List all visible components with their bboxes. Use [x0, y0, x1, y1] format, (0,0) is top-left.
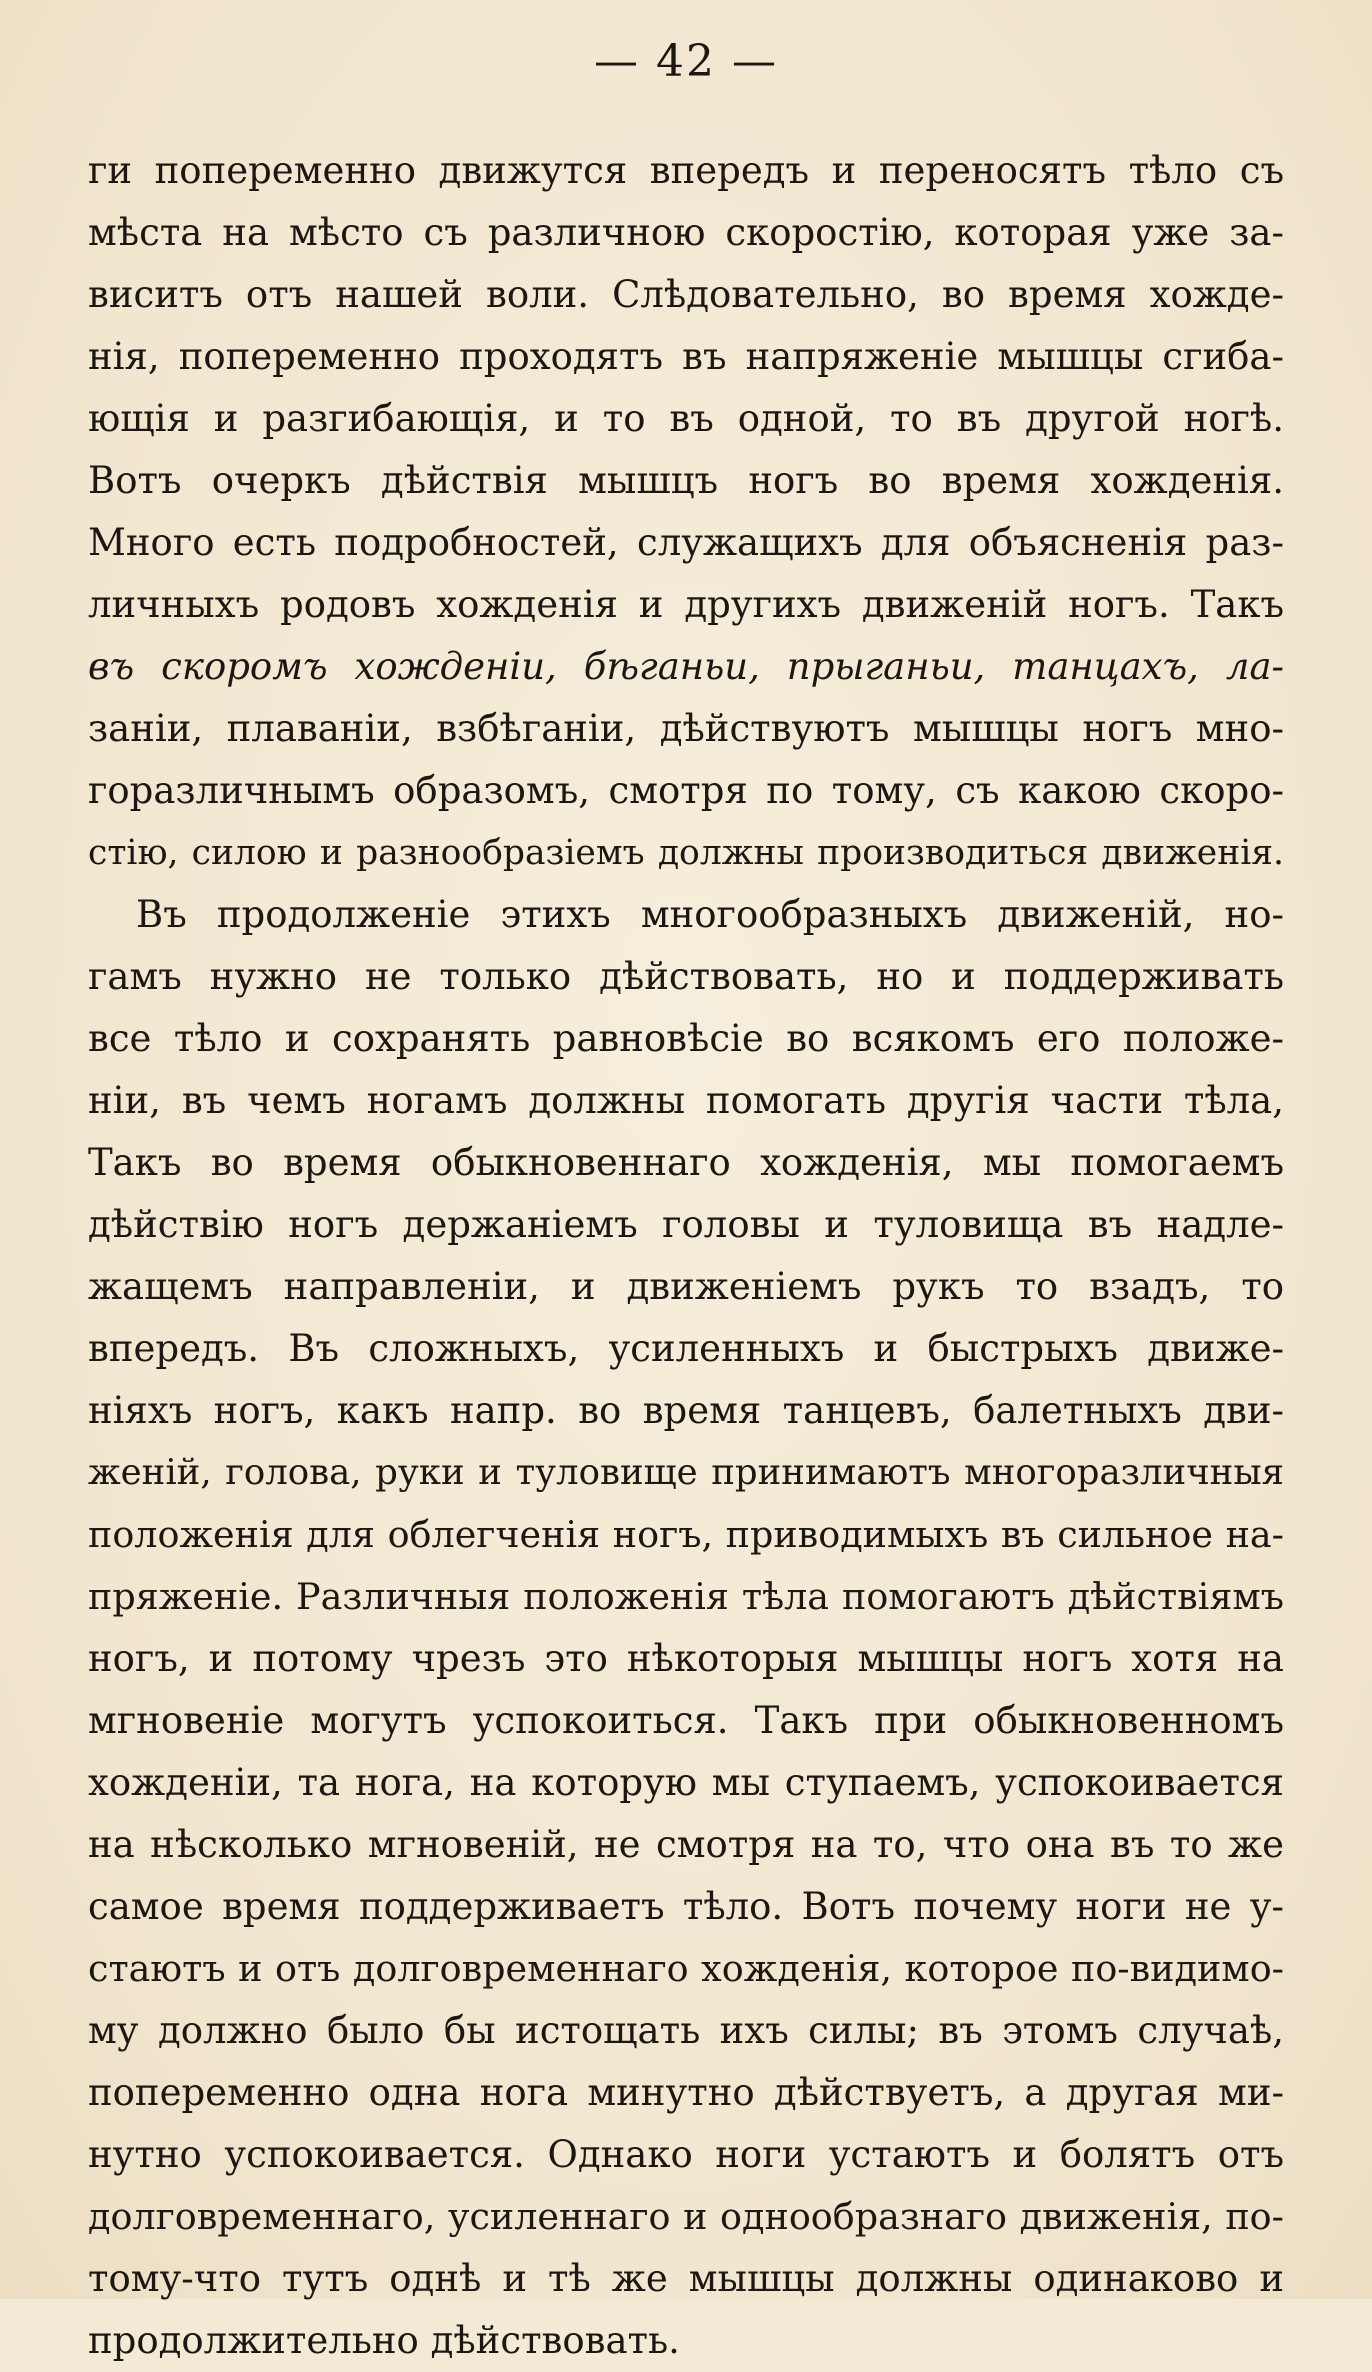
text-line: стію, силою и разнообразіемъ должны производиться движенія.: [88, 833, 1284, 873]
text-line: долговременнаго, усиленнаго и однообразнаго движенія, по-: [88, 2195, 1284, 2238]
text-line: пряженіе. Различныя положенія тѣла помогаютъ дѣйствіямъ: [88, 1575, 1284, 1618]
text-line: впередъ. Въ сложныхъ, усиленныхъ и быстрыхъ движе-: [88, 1327, 1284, 1370]
paragraph-end-line: продолжительно дѣйствовать.: [88, 2319, 680, 2362]
text-line: стаютъ и отъ долговременнаго хожденія, которое по-видимо-: [88, 1947, 1284, 1990]
text-line: Вотъ очеркъ дѣйствія мышцъ ногъ во время хожденія.: [88, 459, 1284, 502]
body-text: [88, 140, 1284, 2372]
text-line: попеременно одна нога минутно дѣйствуетъ, а другая ми-: [88, 2071, 1284, 2114]
text-line: дѣйствію ногъ держаніемъ головы и туловища въ надле-: [88, 1203, 1284, 1246]
text-line: на нѣсколько мгновеній, не смотря на то, что она въ то же: [88, 1823, 1284, 1866]
text-line: положенія для облегченія ногъ, приводимыхъ въ сильное на-: [88, 1513, 1284, 1556]
text-line: ги попеременно движутся впередъ и переносятъ тѣло съ: [88, 149, 1284, 192]
text-line: мгновеніе могутъ успокоиться. Такъ при обыкновенномъ: [88, 1699, 1284, 1742]
text-line: ногъ, и потому чрезъ это нѣкоторыя мышцы ногъ хотя на: [88, 1637, 1284, 1680]
text-line: горазличнымъ образомъ, смотря по тому, съ какою скоро-: [88, 769, 1284, 812]
text-line: му должно было бы истощать ихъ силы; въ этомъ случаѣ,: [88, 2009, 1284, 2052]
page-number: — 42 —: [594, 36, 778, 87]
text-line: ніяхъ ногъ, какъ напр. во время танцевъ, балетныхъ дви-: [88, 1389, 1284, 1432]
text-line: личныхъ родовъ хожденія и другихъ движеній ногъ. Такъ: [88, 583, 1284, 626]
text-line: нутно успокоивается. Однако ноги устаютъ и болятъ отъ: [88, 2133, 1284, 2176]
paragraph-start-line: Въ продолженіе этихъ многообразныхъ движеній, но-: [136, 893, 1284, 936]
text-line: въ скоромъ хожденіи, бѣганьи, прыганьи, танцахъ, ла-: [88, 645, 1284, 688]
text-line: ющія и разгибающія, и то въ одной, то въ другой ногѣ.: [88, 397, 1284, 440]
text-line: все тѣло и сохранять равновѣсіе во всякомъ его положе-: [88, 1017, 1284, 1060]
text-line: гамъ нужно не только дѣйствовать, но и поддерживать: [88, 955, 1284, 998]
text-line: виситъ отъ нашей воли. Слѣдовательно, во время хожде-: [88, 273, 1284, 316]
text-line: женій, голова, руки и туловище принимаютъ многоразличныя: [88, 1452, 1284, 1493]
text-line: жащемъ направленіи, и движеніемъ рукъ то взадъ, то: [88, 1265, 1284, 1308]
text-line: хожденіи, та нога, на которую мы ступаемъ, успокоивается: [88, 1761, 1284, 1804]
text-line: нія, попеременно проходятъ въ напряженіе мышцы сгиба-: [88, 335, 1284, 378]
text-line: самое время поддерживаетъ тѣло. Вотъ почему ноги не у-: [88, 1885, 1284, 1928]
text-line: Такъ во время обыкновеннаго хожденія, мы помогаемъ: [88, 1141, 1284, 1184]
text-line: Много есть подробностей, служащихъ для объясненія раз-: [88, 521, 1284, 564]
text-line: ніи, въ чемъ ногамъ должны помогать другія части тѣла,: [88, 1079, 1284, 1122]
text-line: заніи, плаваніи, взбѣганіи, дѣйствуютъ мышцы ногъ мно-: [88, 707, 1284, 750]
text-line: тому-что тутъ однѣ и тѣ же мышцы должны одинаково и: [88, 2257, 1284, 2300]
text-line: мѣста на мѣсто съ различною скоростію, которая уже за-: [88, 211, 1284, 254]
